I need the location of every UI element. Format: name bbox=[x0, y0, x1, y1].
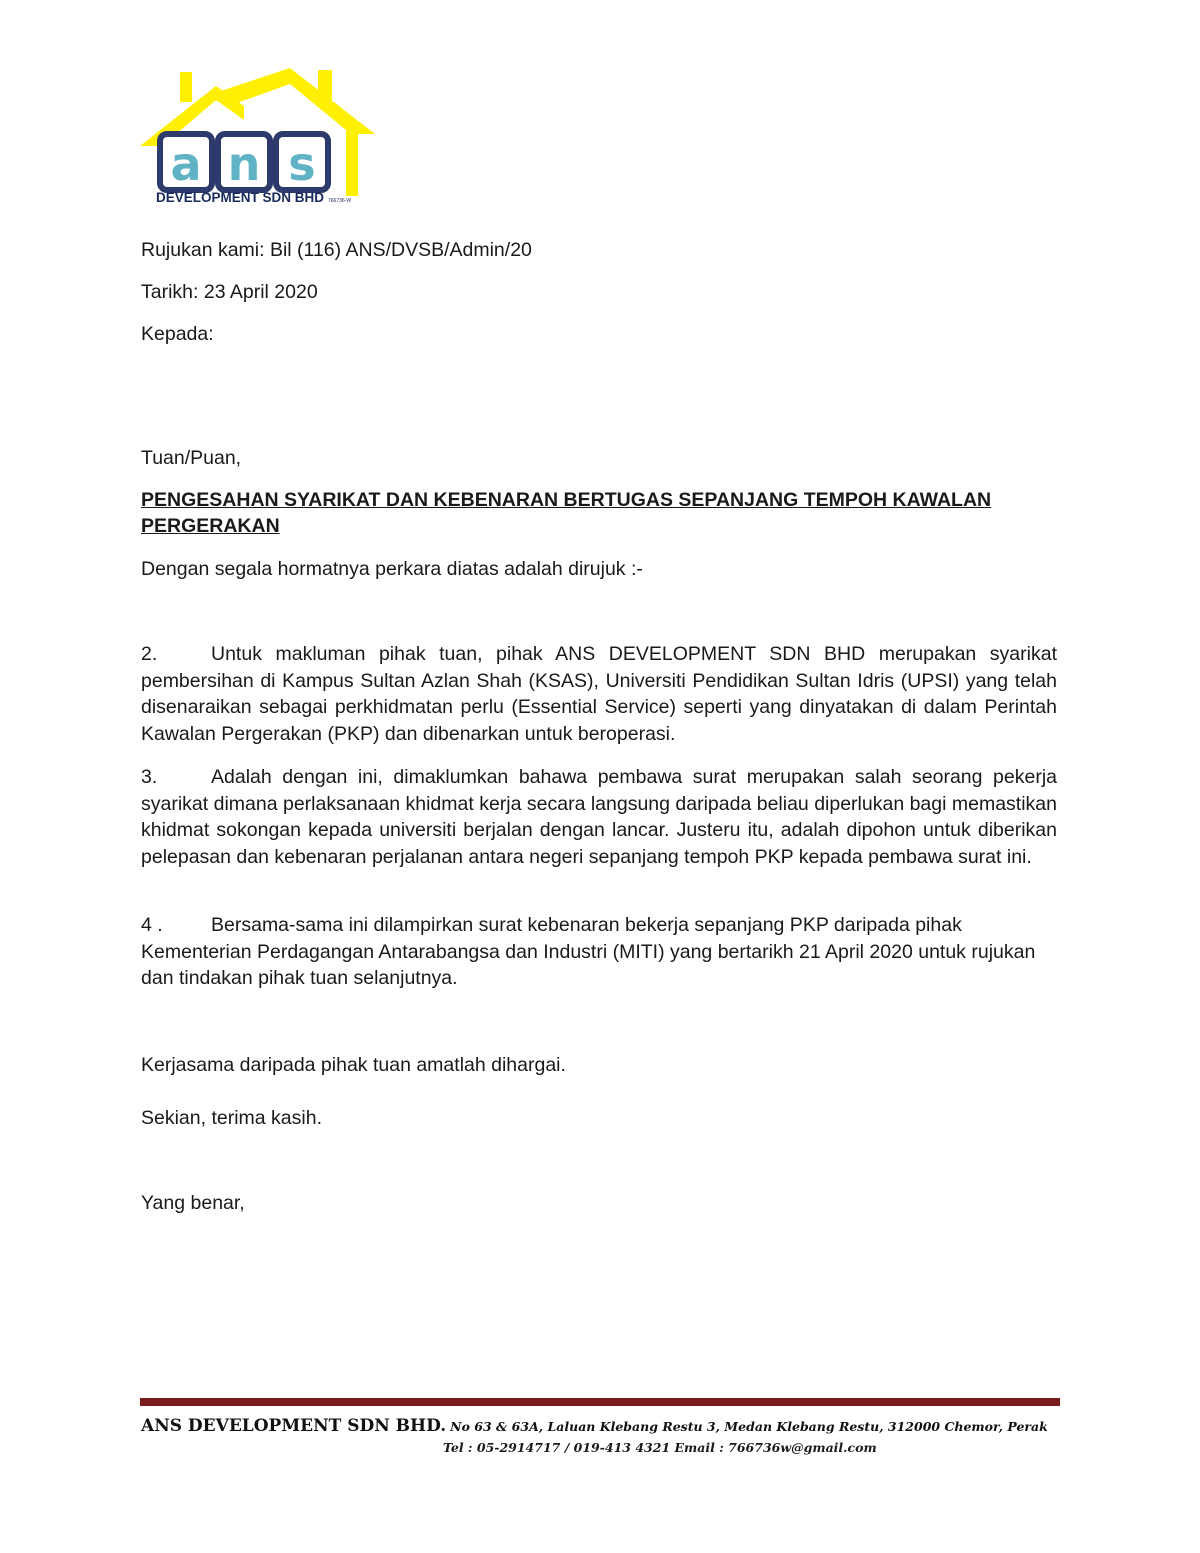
letter-subject: PENGESAHAN SYARIKAT DAN KEBENARAN BERTUGAS SEPANJANG TEMPOH KAWALAN PERGERAKAN bbox=[141, 489, 992, 537]
paragraph-number: 2. bbox=[141, 643, 158, 665]
logo-tiles bbox=[160, 134, 328, 191]
paragraph-text: Untuk makluman pihak tuan, pihak ANS DEVELOPMENT SDN BHD merupakan syarikat pembersihan di Kampus Sultan Azlan Shah (KSAS), Universiti Pendidikan Sultan Idris (UPSI) yang telah disenaraikan sebagai perkhidmatan perlu (Essential Service) seperti yang dinyatakan di dalam Perintah Kawalan Pergerakan (PKP) dan dibenarkan untuk beroperasi. bbox=[141, 643, 1057, 745]
reference-number: Rujukan kami: Bil (116) ANS/DVSB/Admin/20 bbox=[141, 239, 532, 261]
paragraph-3 bbox=[141, 764, 1057, 870]
logo-graphic bbox=[140, 68, 380, 218]
paragraph-4 bbox=[141, 912, 1057, 992]
footer-divider bbox=[140, 1398, 1060, 1406]
paragraph-number: 4 . bbox=[141, 914, 163, 936]
salutation: Tuan/Puan, bbox=[141, 447, 242, 469]
closing-signoff: Yang benar, bbox=[141, 1192, 245, 1214]
paragraph-text: Adalah dengan ini, dimaklumkan bahawa pembawa surat merupakan salah seorang pekerja syarikat dimana perlaksanaan khidmat kerja secara langsung daripada beliau diperlukan bagi memastikan khidmat sokongan kepada universiti berjalan dengan lancar. Justeru itu, adalah dipohon untuk diberikan pelepasan dan kebenaran perjalanan antara negeri sepanjang tempoh PKP kepada pembawa surat ini. bbox=[141, 766, 1057, 868]
footer-company-name: ANS DEVELOPMENT SDN BHD. bbox=[141, 1416, 447, 1436]
footer-contact: Tel : 05-2914717 / 019-413 4321 Email : 766736w@gmail.com bbox=[443, 1440, 877, 1455]
closing-sekian: Sekian, terima kasih. bbox=[141, 1107, 322, 1129]
recipient-label: Kepada: bbox=[141, 323, 214, 345]
letter-date: Tarikh: 23 April 2020 bbox=[141, 281, 318, 303]
intro-line: Dengan segala hormatnya perkara diatas adalah dirujuk :- bbox=[141, 558, 643, 580]
logo-company-name: DEVELOPMENT SDN BHD bbox=[156, 190, 325, 205]
footer-address: No 63 & 63A, Laluan Klebang Restu 3, Medan Klebang Restu, 312000 Chemor, Perak bbox=[450, 1419, 1048, 1434]
logo-letter-s: s bbox=[288, 137, 316, 191]
logo-letter-a: a bbox=[170, 137, 202, 191]
closing-thanks: Kerjasama daripada pihak tuan amatlah dihargai. bbox=[141, 1054, 566, 1076]
footer-company-line bbox=[141, 1415, 1048, 1438]
company-logo bbox=[140, 68, 380, 218]
logo-registration-tag: 766736-W bbox=[328, 198, 352, 204]
paragraph-text: Bersama-sama ini dilampirkan surat kebenaran bekerja sepanjang PKP daripada pihak Kementerian Perdagangan Antarabangsa dan Industri (MITI) yang bertarikh 21 April 2020 untuk rujukan dan tindakan pihak tuan selanjutnya. bbox=[141, 914, 1036, 989]
paragraph-2 bbox=[141, 641, 1057, 747]
paragraph-number: 3. bbox=[141, 766, 158, 788]
logo-letter-n: n bbox=[227, 137, 261, 191]
